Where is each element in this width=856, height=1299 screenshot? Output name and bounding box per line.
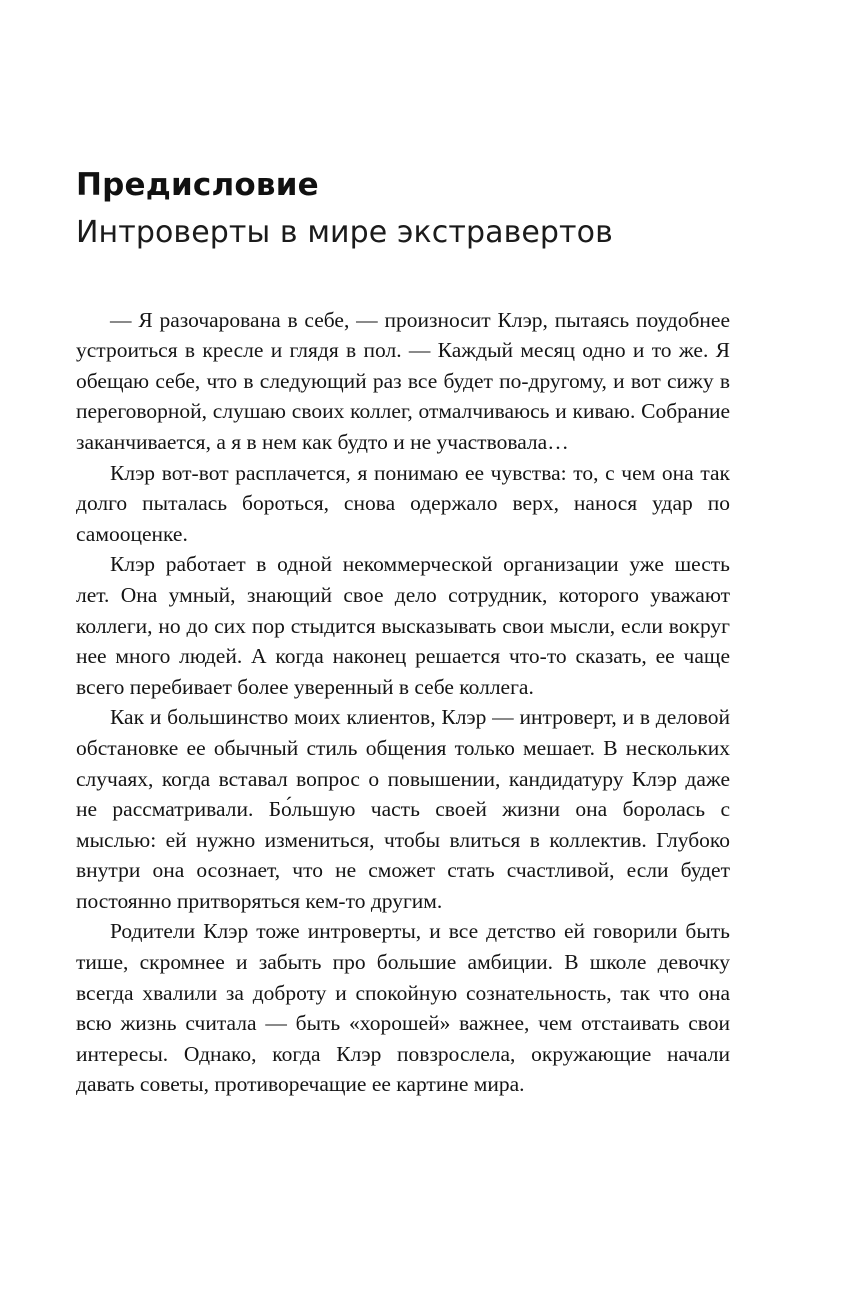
paragraph: — Я разочарована в себе, — произносит Клэр, пытаясь поудобнее устроиться в кресле и глядя в пол. — Каждый месяц одно и то же. Я обещаю себе, что в следующий раз все будет по-другому, и вот сижу в переговорной, слушаю своих коллег, отмалчиваюсь и киваю. Собрание заканчивается, а я в нем как будто и не участвовала… (76, 307, 730, 454)
page-title: Предисловие (76, 167, 319, 203)
paragraph: Родители Клэр тоже интроверты, и все детство ей говорили быть тише, скромнее и забыть про большие амбиции. В школе девочку всегда хвалили за доброту и спокойную сознательность, так что она всю жизнь считала — быть «хорошей» важнее, чем отстаивать свои интересы. Однако, когда Клэр повзрослела, окружающие начали давать советы, противоречащие ее картине мира. (76, 919, 730, 1097)
paragraph: Как и большинство моих клиентов, Клэр — интроверт, и в деловой обстановке ее обычный стиль общения только мешает. В нескольких случаях, когда вставал вопрос о повышении, кандидатуру Клэр даже не рассматривали. Бо́льшую часть своей жизни она боролась с мыслью: ей нужно измениться, чтобы влиться в коллектив. Глубоко внутри она осознает, что не сможет стать счастливой, если будет постоянно притворяться кем-то другим. (76, 705, 730, 913)
paragraph: Клэр работает в одной некоммерческой организации уже шесть лет. Она умный, знающий свое дело сотрудник, которого уважают коллеги, но до сих пор стыдится высказывать свои мысли, если вокруг нее много людей. А когда наконец решается что-то сказать, ее чаще всего перебивает более уверенный в себе коллега. (76, 552, 730, 699)
paragraph: Клэр вот-вот расплачется, я понимаю ее чувства: то, с чем она так долго пыталась бороться, снова одержало верх, нанося удар по самооценке. (76, 460, 730, 546)
chapter-subtitle: Интроверты в мире экстравертов (76, 215, 613, 251)
chapter-heading (76, 168, 730, 251)
body-text (76, 305, 730, 1100)
